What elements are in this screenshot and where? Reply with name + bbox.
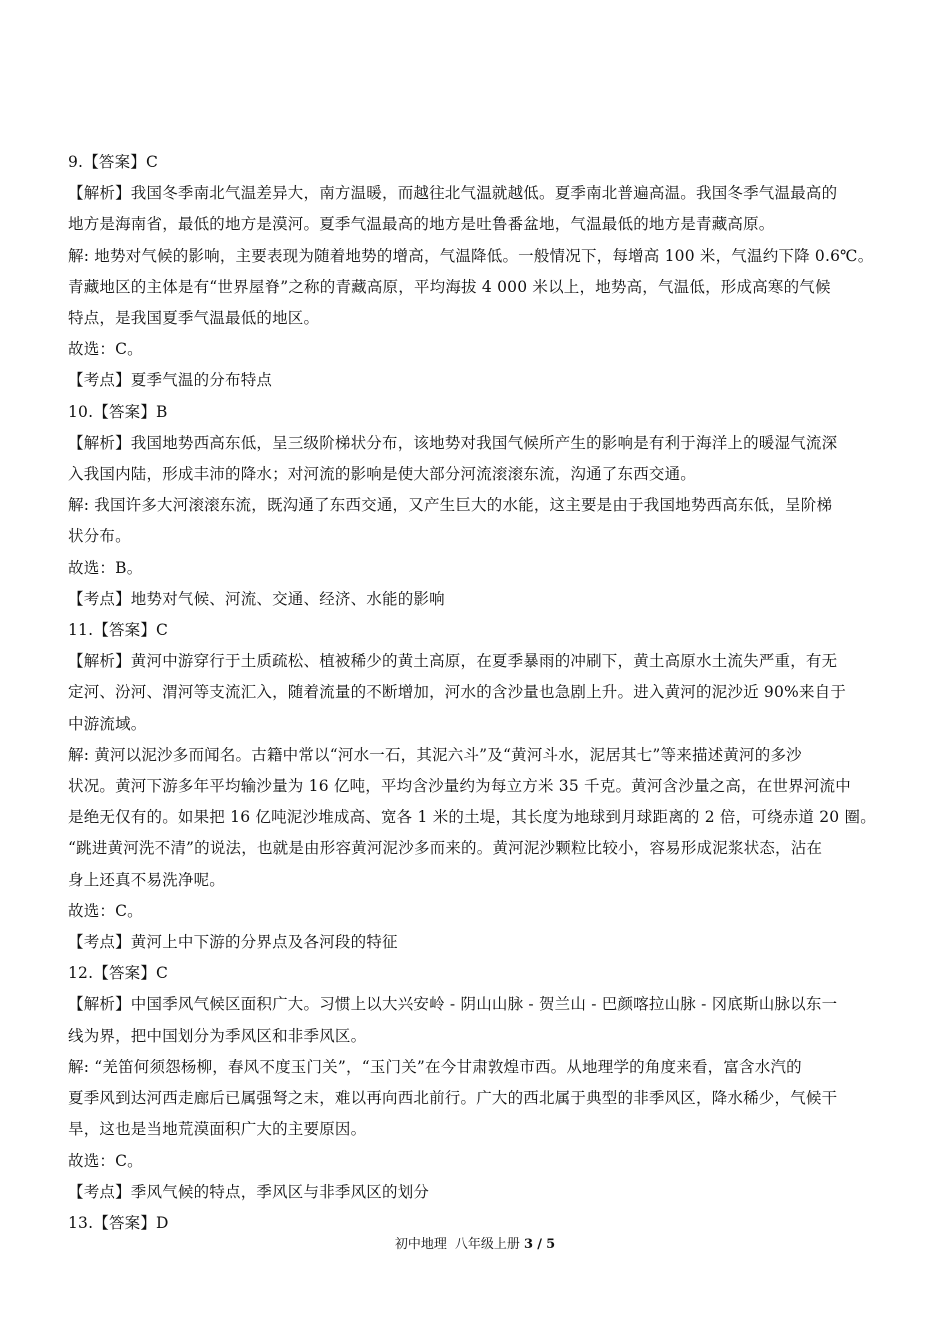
text-line: 10.【答案】B [68,402,168,421]
text-line: 夏季风到达河西走廊后已属强弩之末，难以再向西北前行。广大的西北属于典型的非季风区，降水稀少，气候干 [68,1089,838,1108]
text-line: 故选：C。 [68,1151,143,1170]
text-line: 解: 我国许多大河滚滚东流，既沟通了东西交通，又产生巨大的水能，这主要是由于我国地势西高东低，呈阶梯 [68,496,833,515]
footer-page-separator: / [537,1237,542,1252]
text-line: 线为界，把中国划分为季风区和非季风区。 [68,1026,367,1045]
text-line: 解: 地势对气候的影响，主要表现为随着地势的增高，气温降低。一般情况下，每增高 100 米，气温约下降 0.6℃。 [68,246,874,265]
footer-grade: 八年级上册 [454,1237,520,1252]
text-line: 13.【答案】D [68,1213,169,1232]
text-line: 特点，是我国夏季气温最低的地区。 [68,309,320,328]
text-line: 旱，这也是当地荒漠面积广大的主要原因。 [68,1120,367,1139]
text-line: 【解析】我国地势西高东低，呈三级阶梯状分布，该地势对我国气候所产生的影响是有利于海洋上的暖湿气流深 [68,433,838,452]
footer-page-total: 5 [546,1237,556,1252]
text-line: 【考点】黄河上中下游的分界点及各河段的特征 [68,933,398,952]
text-line: 故选：C。 [68,901,143,920]
text-line: 11.【答案】C [68,621,169,640]
text-line: 【考点】季风气候的特点，季风区与非季风区的划分 [68,1182,430,1201]
text-line: 解: 黄河以泥沙多而闻名。古籍中常以“河水一石，其泥六斗”及“黄河斗水，泥居其七”等来描述黄河的多沙 [68,745,802,764]
text-line: 定河、汾河、渭河等支流汇入，随着流量的不断增加，河水的含沙量也急剧上升。进入黄河的泥沙近 90%来自于 [68,683,847,702]
document-body [68,147,886,1239]
text-line: 【解析】我国冬季南北气温差异大，南方温暖，而越往北气温就越低。夏季南北普遍高温。我国冬季气温最高的 [68,184,838,203]
text-line: 入我国内陆，形成丰沛的降水；对河流的影响是使大部分河流滚滚东流，沟通了东西交通。 [68,465,697,484]
text-line: 解: “羌笛何须怨杨柳，春风不度玉门关”，“玉门关”在今甘肃敦煌市西。从地理学的角度来看，富含水汽的 [68,1057,802,1076]
text-line: 【考点】地势对气候、河流、交通、经济、水能的影响 [68,589,445,608]
text-line: 故选：B。 [68,558,143,577]
text-line: 【解析】中国季风气候区面积广大。习惯上以大兴安岭 - 阴山山脉 - 贺兰山 - 巴颜喀拉山脉 - 冈底斯山脉以东一 [68,995,838,1014]
text-line: 状况。黄河下游多年平均输沙量为 16 亿吨，平均含沙量约为每立方米 35 千克。黄河含沙量之高，在世界河流中 [68,777,851,796]
text-line: 【考点】夏季气温的分布特点 [68,371,273,390]
text-line: 青藏地区的主体是有“世界屋脊”之称的青藏高原，平均海拔 4 000 米以上，地势高，气温低，形成高寒的气候 [68,277,831,296]
text-line: 9.【答案】C [68,153,159,171]
text-line: 地方是海南省，最低的地方是漠河。夏季气温最高的地方是吐鲁番盆地，气温最低的地方是青藏高原。 [68,215,775,234]
text-line: 身上还真不易洗净呢。 [68,870,226,889]
text-line: 中游流域。 [68,714,147,733]
text-line: 【解析】黄河中游穿行于土质疏松、植被稀少的黄土高原，在夏季暴雨的冲刷下，黄土高原水土流失严重，有无 [68,652,838,671]
text-line: 故选：C。 [68,340,143,359]
text-line: 是绝无仅有的。如果把 16 亿吨泥沙堆成高、宽各 1 米的土堤，其长度为地球到月球距离的 2 倍，可绕赤道 20 圈。 [68,808,876,827]
footer-page-number: 3 [524,1237,534,1252]
text-line: 状分布。 [68,527,131,546]
text-line: “跳进黄河洗不清”的说法，也就是由形容黄河泥沙多而来的。黄河泥沙颗粒比较小，容易形成泥浆状态，沾在 [68,839,823,858]
page-footer [0,1235,950,1255]
footer-course: 初中地理 [394,1237,447,1252]
text-line: 12.【答案】C [68,964,169,983]
